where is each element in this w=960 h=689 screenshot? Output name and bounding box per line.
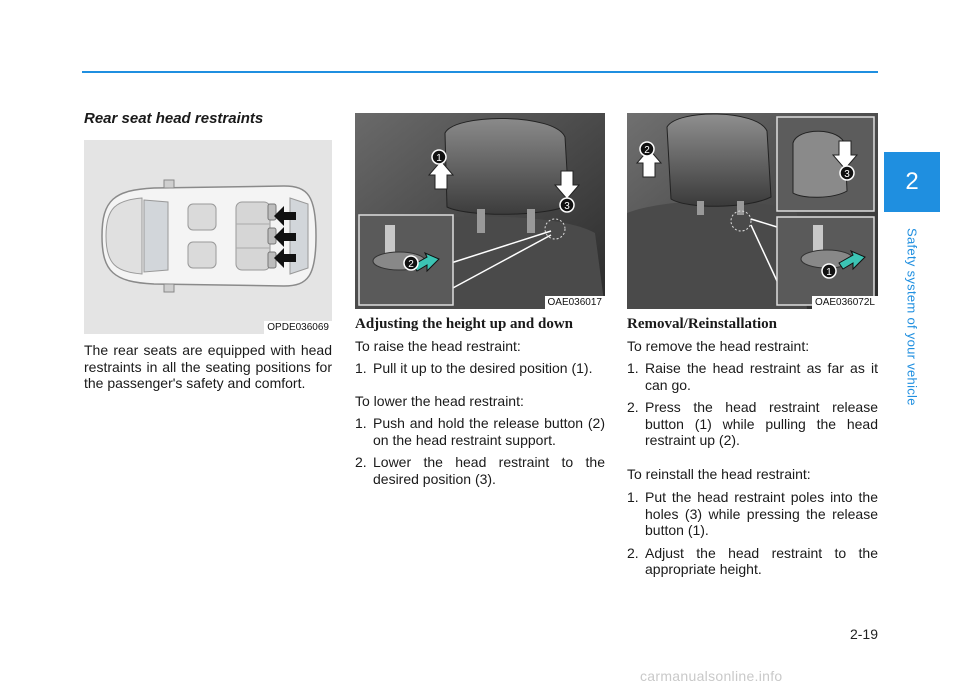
list-item: 1. Pull it up to the desired position (1).	[355, 360, 593, 376]
callout-1: 1	[826, 267, 832, 278]
raise-intro: To raise the head restraint:	[355, 338, 521, 354]
figure-height-adjust	[355, 113, 605, 309]
list-item: 2. Adjust the head restraint to the appropriate height.	[627, 544, 878, 577]
section-title-vertical	[880, 222, 944, 412]
remove-intro: To remove the head restraint:	[627, 338, 810, 354]
car-top-view-illustration	[84, 140, 332, 334]
list-item: 1. Raise the head restraint as far as it can go.	[627, 360, 878, 393]
callout-1: 1	[436, 153, 442, 164]
figure-code: OAE036072L	[812, 296, 878, 309]
lower-intro: To lower the head restraint:	[355, 393, 524, 409]
list-item: 1. Put the head restraint poles into the holes (3) while pressing the release button (1).	[627, 489, 878, 538]
callout-3: 3	[564, 201, 570, 212]
intro-paragraph: The rear seats are equipped with head restraints in all the seating positions for the passenger's safety and comfort.	[84, 342, 332, 391]
lower-steps	[355, 415, 605, 493]
figure-removal	[627, 113, 878, 309]
callout-2: 2	[644, 145, 650, 156]
section-tab	[884, 152, 940, 212]
list-item: 1. Push and hold the release button (2) on the head restraint support.	[355, 415, 605, 448]
figure-code: OAE036017	[545, 296, 606, 309]
section-number: 2	[905, 168, 919, 195]
callout-2: 2	[408, 259, 414, 270]
section-heading: Rear seat head restraints	[84, 110, 264, 127]
section-title: Safety system of your vehicle	[904, 228, 920, 406]
subheading-adjust: Adjusting the height up and down	[355, 316, 573, 332]
figure-car-top-view	[84, 140, 332, 334]
list-item: 2. Lower the head restraint to the desired position (3).	[355, 454, 605, 487]
callout-3: 3	[844, 169, 850, 180]
list-item: 2. Press the head restraint release button (1) while pulling the head restraint up (2).	[627, 399, 878, 448]
page-number: 2-19	[849, 626, 878, 642]
header-rule	[82, 71, 878, 73]
remove-steps	[627, 360, 878, 455]
subheading-removal: Removal/Reinstallation	[627, 316, 777, 332]
figure-code: OPDE036069	[264, 321, 332, 334]
watermark: carmanualsonline.info	[640, 668, 783, 684]
head-restraint-removal-illustration	[627, 113, 878, 309]
reinstall-steps	[627, 489, 878, 584]
raise-steps	[355, 360, 605, 383]
head-restraint-adjust-illustration	[355, 113, 605, 309]
reinstall-intro: To reinstall the head restraint:	[627, 466, 811, 482]
